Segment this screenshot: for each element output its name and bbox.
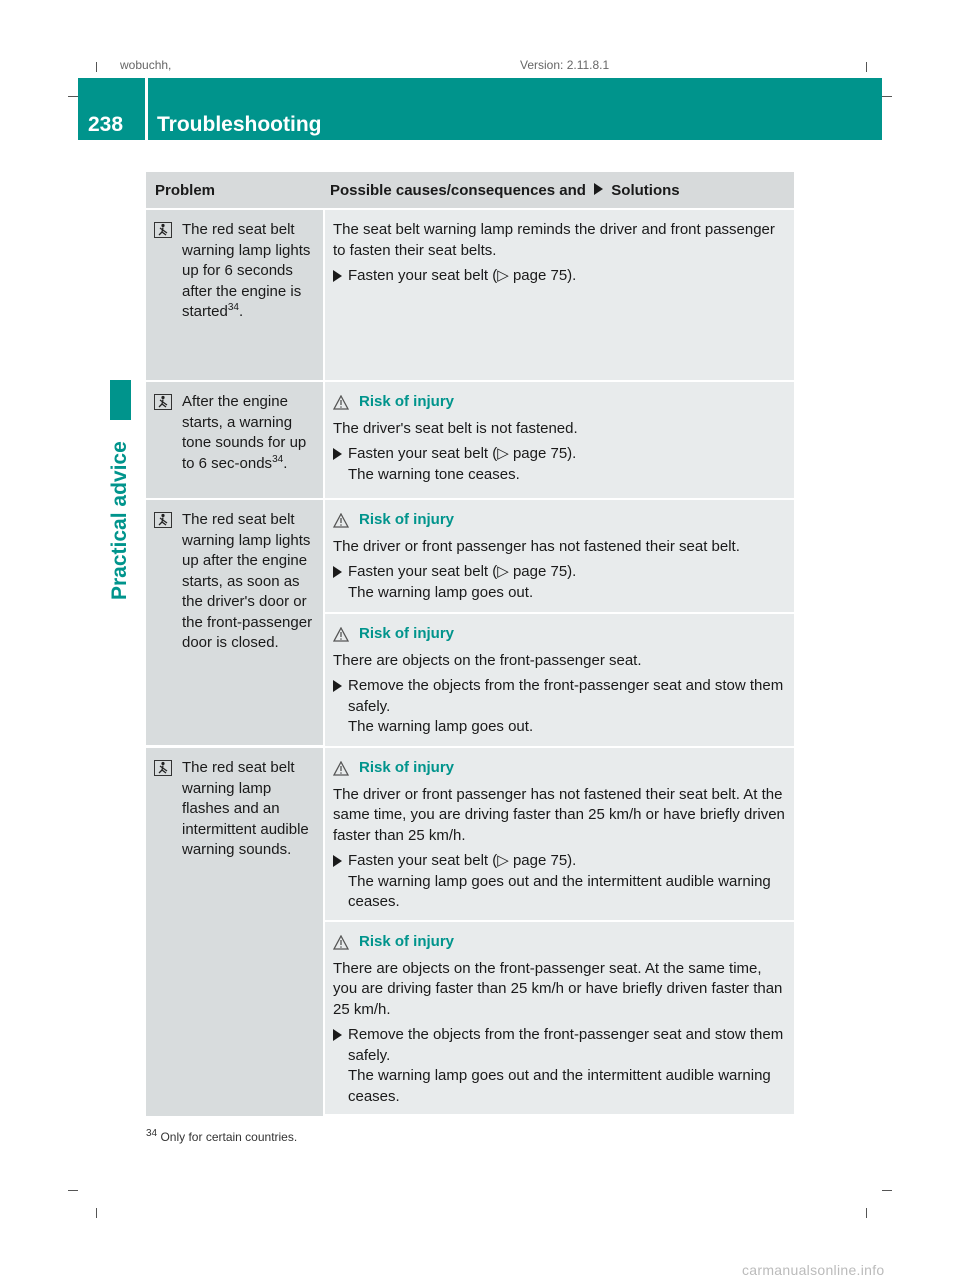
side-tab-marker xyxy=(110,380,131,420)
risk-heading: Risk of injury xyxy=(333,758,786,779)
crop-mark xyxy=(866,62,867,72)
result-text: The warning lamp goes out. xyxy=(348,718,534,735)
warning-triangle-icon xyxy=(333,627,349,642)
solution-cell xyxy=(325,500,794,746)
solution-cell xyxy=(325,382,794,498)
footnote-ref: 34 xyxy=(272,453,284,465)
page-number: 238 xyxy=(88,113,124,136)
arrow-right-icon xyxy=(333,566,342,578)
problem-cell xyxy=(146,500,323,745)
action-step: Remove the objects from the front-passenger seat and stow them safely. xyxy=(333,1025,786,1066)
crop-mark xyxy=(882,1190,892,1191)
arrow-right-icon xyxy=(333,680,342,692)
solution-block: Risk of injury There are objects on the front-passenger seat. At the same time, you are driving faster than 25 km/h or have briefly driven faster than 25 km/h. Remove the objects from the front-passenger seat and stow them safely. The warning lamp goes out and the intermittent audible warning ceases. xyxy=(325,920,794,1114)
arrow-right-icon xyxy=(333,1029,342,1041)
warning-triangle-icon xyxy=(333,761,349,776)
risk-heading: Risk of injury xyxy=(333,510,786,531)
problem-cell xyxy=(146,748,323,1116)
solution-block: The seat belt warning lamp reminds the driver and front passenger to fasten their seat belts. Fasten your seat belt (▷ page 75). xyxy=(325,210,794,380)
crop-mark xyxy=(96,1208,97,1218)
solution-cell xyxy=(325,748,794,1116)
action-step: Remove the objects from the front-passenger seat and stow them safely. xyxy=(333,676,786,717)
action-step: Fasten your seat belt (▷ page 75). xyxy=(333,266,786,287)
problem-cell: The red seat belt warning lamp lights up for 6 seconds after the engine is started$^{34}$. xyxy=(146,210,323,380)
col-problem: Problem xyxy=(155,181,216,199)
warning-triangle-icon xyxy=(333,395,349,410)
section-title: Troubleshooting xyxy=(157,113,322,136)
solution-block: Risk of injury The driver or front passenger has not fastened their seat belt. Fasten your seat belt (▷ page 75). The warning lamp goes out. xyxy=(325,500,794,612)
meta-version: Version: 2.11.8.1 xyxy=(520,58,610,72)
meta-left: wobuchh, xyxy=(120,58,172,72)
crop-mark xyxy=(882,96,892,97)
arrow-right-icon xyxy=(333,270,342,282)
arrow-right-icon xyxy=(594,183,603,195)
table-header xyxy=(146,172,794,208)
watermark: carmanualsonline.info xyxy=(742,1262,885,1278)
table-row xyxy=(146,208,794,380)
crop-mark xyxy=(866,1208,867,1218)
risk-heading: Risk of injury xyxy=(333,932,786,953)
result-text: The warning lamp goes out and the intermittent audible warning ceases. xyxy=(348,872,771,910)
solution-block: Risk of injury The driver or front passenger has not fastened their seat belt. At the same time, you are driving faster than 25 km/h or have briefly driven faster than 25 km/h. Fasten your seat belt (▷ page 75). The warning lamp goes out and the intermittent audible warning ceases. xyxy=(325,748,794,920)
crop-mark xyxy=(68,1190,78,1191)
side-label: Practical advice xyxy=(108,441,131,600)
seat-belt-icon xyxy=(154,512,172,528)
col-solutions: Possible causes/consequences and Solutions xyxy=(330,181,680,199)
arrow-right-icon xyxy=(333,855,342,867)
result-text: The warning tone ceases. xyxy=(348,465,520,483)
problem-text: The red seat belt warning lamp flashes and an intermittent audible warning sounds. xyxy=(182,759,309,858)
problem-text: After the engine starts, a warning tone sounds for up to 6 sec-onds xyxy=(182,393,307,472)
solution-block: Risk of injury The driver's seat belt is not fastened. Fasten your seat belt (▷ page 75). The warning tone ceases. xyxy=(325,382,794,498)
risk-heading: Risk of injury xyxy=(333,392,786,413)
arrow-right-icon xyxy=(333,448,342,460)
seat-belt-icon xyxy=(154,222,172,238)
problem-text: The red seat belt warning lamp lights up for 6 seconds after the engine is started xyxy=(182,221,311,320)
action-step: Fasten your seat belt (▷ page 75). xyxy=(333,851,786,872)
footnote-number: 34 xyxy=(146,1128,158,1139)
action-step: Fasten your seat belt (▷ page 75). xyxy=(333,562,786,583)
seat-belt-icon xyxy=(154,760,172,776)
problem-cell: After the engine starts, a warning tone sounds for up to 6 sec-onds$^{34}$. xyxy=(146,382,323,498)
solution-block: Risk of injury There are objects on the front-passenger seat. Remove the objects from the front-passenger seat and stow them safely. The warning lamp goes out. xyxy=(325,612,794,746)
risk-heading: Risk of injury xyxy=(333,624,786,645)
result-text: The warning lamp goes out. xyxy=(348,583,534,601)
solution-cell xyxy=(325,210,794,380)
footnote-ref: 34 xyxy=(227,302,239,313)
warning-triangle-icon xyxy=(333,935,349,950)
problem-text: The red seat belt warning lamp lights up after the engine starts, as soon as the driver's door or the front-passenger door is closed. xyxy=(182,511,313,651)
action-step: Fasten your seat belt (▷ page 75). xyxy=(333,444,786,465)
table-row xyxy=(146,746,794,1116)
result-text: The warning lamp goes out and the intermittent audible warning ceases. xyxy=(348,1067,771,1105)
troubleshooting-table xyxy=(146,172,794,1116)
crop-mark xyxy=(96,62,97,72)
table-row xyxy=(146,380,794,498)
seat-belt-icon xyxy=(154,394,172,410)
crop-mark xyxy=(68,96,78,97)
table-row xyxy=(146,498,794,746)
warning-triangle-icon xyxy=(333,513,349,528)
footnote: $^{34}$ Only for certain countries. xyxy=(146,1128,298,1144)
